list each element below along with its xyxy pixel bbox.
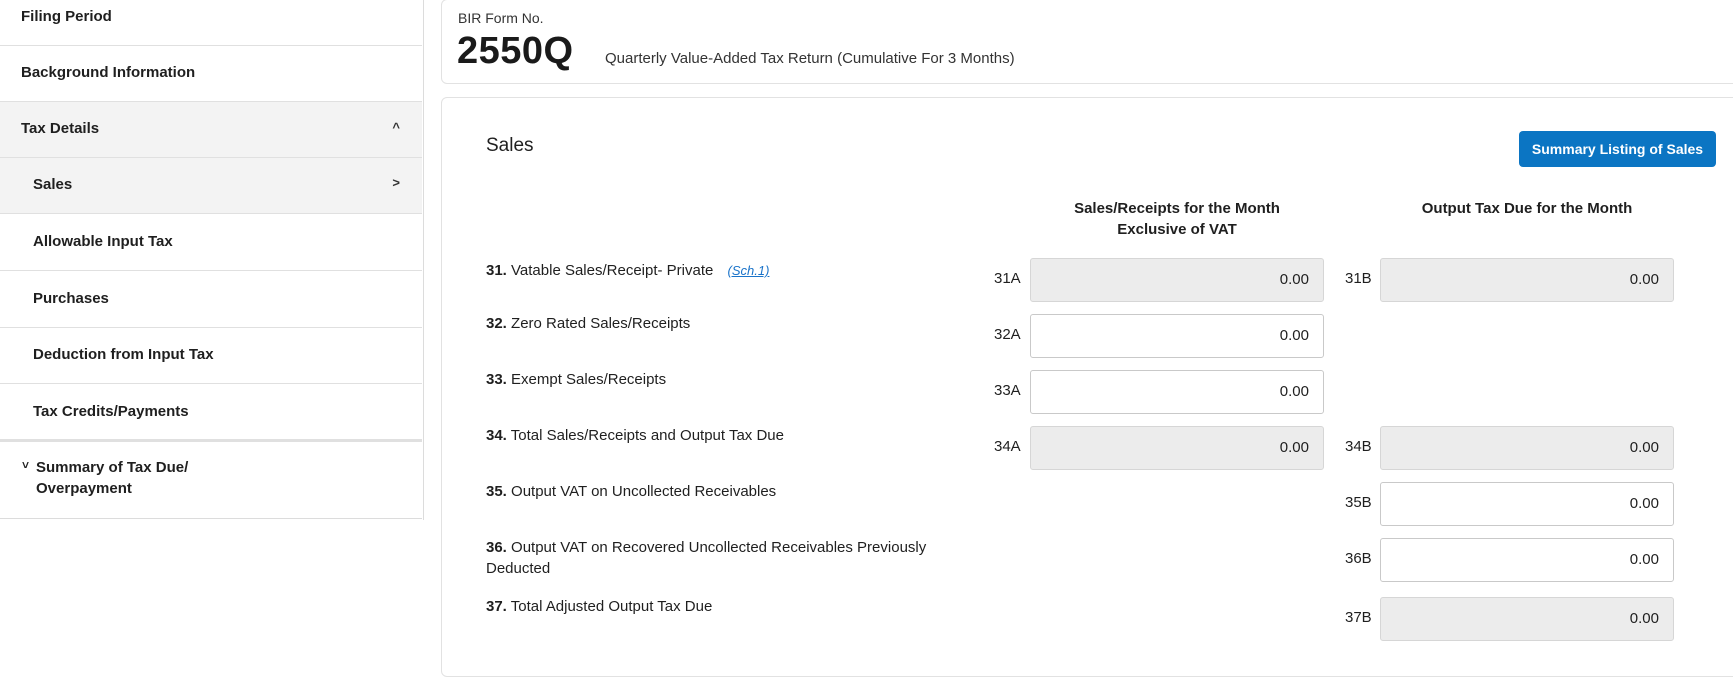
row-label-34 — [486, 425, 784, 446]
row-number: 37. — [486, 598, 507, 615]
row-text: Vatable Sales/Receipt- Private — [511, 262, 714, 279]
row-label-33 — [486, 369, 666, 390]
sidebar-item-label: Sales — [33, 176, 73, 193]
column-header-sales-receipts — [1030, 198, 1324, 240]
sidebar-item-label: Tax Details — [21, 120, 100, 137]
field-code-34b: 34B — [1345, 438, 1372, 455]
field-34a: 0.00 — [1030, 426, 1324, 470]
field-code-37b: 37B — [1345, 609, 1372, 626]
summary-listing-of-sales-button[interactable]: Summary Listing of Sales — [1519, 131, 1716, 167]
sidebar-item-sales[interactable] — [0, 158, 422, 214]
sidebar-item-label: Summary of Tax Due/ — [36, 459, 189, 476]
row-number: 32. — [486, 315, 507, 332]
sidebar-item-tax-details[interactable] — [0, 102, 422, 158]
row-number: 33. — [486, 371, 507, 388]
sidebar-item-label: Allowable Input Tax — [33, 233, 173, 250]
field-code-31a: 31A — [994, 270, 1021, 287]
row-number: 34. — [486, 427, 507, 444]
row-number: 31. — [486, 262, 507, 279]
chevron-up-icon: ^ — [392, 120, 400, 135]
sidebar-item-label: Filing Period — [21, 8, 112, 25]
row-text: Exempt Sales/Receipts — [511, 371, 667, 388]
field-code-35b: 35B — [1345, 494, 1372, 511]
field-code-34a: 34A — [994, 438, 1021, 455]
field-33a[interactable]: 0.00 — [1030, 370, 1324, 414]
chevron-down-icon: ˅ — [22, 458, 30, 472]
row-label-31 — [486, 260, 769, 281]
field-35b[interactable]: 0.00 — [1380, 482, 1674, 526]
sidebar-item-label: Background Information — [21, 64, 196, 81]
sidebar-item-label: Purchases — [33, 290, 109, 307]
section-title: Sales — [486, 135, 534, 156]
column-header-line: Exclusive of VAT — [1117, 221, 1237, 238]
sidebar — [0, 0, 424, 520]
sidebar-item-tax-credits-payments[interactable] — [0, 384, 422, 442]
sidebar-item-label: Tax Credits/Payments — [33, 403, 189, 420]
row-label-36 — [486, 537, 926, 558]
sidebar-item-deduction-from-input-tax[interactable] — [0, 328, 422, 384]
field-code-36b: 36B — [1345, 550, 1372, 567]
sidebar-item-filing-period[interactable] — [0, 0, 422, 46]
row-text: Output VAT on Recovered Uncollected Receivables Previously — [511, 539, 927, 556]
form-header-card — [441, 0, 1733, 84]
row-text: Output VAT on Uncollected Receivables — [511, 483, 777, 500]
sidebar-item-summary-of-tax-due[interactable] — [0, 442, 422, 518]
row-text: Total Adjusted Output Tax Due — [510, 598, 713, 615]
chevron-right-icon: > — [392, 175, 400, 190]
row-label-36-continued: Deducted — [486, 560, 551, 577]
field-31b: 0.00 — [1380, 258, 1674, 302]
field-code-31b: 31B — [1345, 270, 1372, 287]
row-number: 35. — [486, 483, 507, 500]
sidebar-item-label-line2: Overpayment — [36, 480, 132, 497]
sidebar-item-label: Deduction from Input Tax — [33, 346, 214, 363]
row-text: Total Sales/Receipts and Output Tax Due — [510, 427, 784, 444]
field-code-33a: 33A — [994, 382, 1021, 399]
form-description: Quarterly Value-Added Tax Return (Cumulative For 3 Months) — [605, 50, 1015, 67]
row-label-35 — [486, 481, 776, 502]
column-header-output-tax: Output Tax Due for the Month — [1421, 200, 1633, 217]
row-label-37 — [486, 596, 712, 617]
column-header-line: Sales/Receipts for the Month — [1074, 200, 1280, 217]
sidebar-item-allowable-input-tax[interactable] — [0, 214, 422, 271]
row-label-32 — [486, 313, 690, 334]
schedule-1-link[interactable]: (Sch.1) — [727, 263, 770, 278]
form-number-label: BIR Form No. — [458, 10, 544, 26]
row-text: Zero Rated Sales/Receipts — [511, 315, 691, 332]
field-36b[interactable]: 0.00 — [1380, 538, 1674, 582]
sidebar-item-purchases[interactable] — [0, 271, 422, 328]
field-code-32a: 32A — [994, 326, 1021, 343]
field-32a[interactable]: 0.00 — [1030, 314, 1324, 358]
row-number: 36. — [486, 539, 507, 556]
sidebar-divider — [0, 518, 422, 519]
field-37b: 0.00 — [1380, 597, 1674, 641]
field-31a: 0.00 — [1030, 258, 1324, 302]
sidebar-item-background-information[interactable] — [0, 46, 422, 102]
field-34b: 0.00 — [1380, 426, 1674, 470]
form-number: 2550Q — [457, 30, 574, 72]
